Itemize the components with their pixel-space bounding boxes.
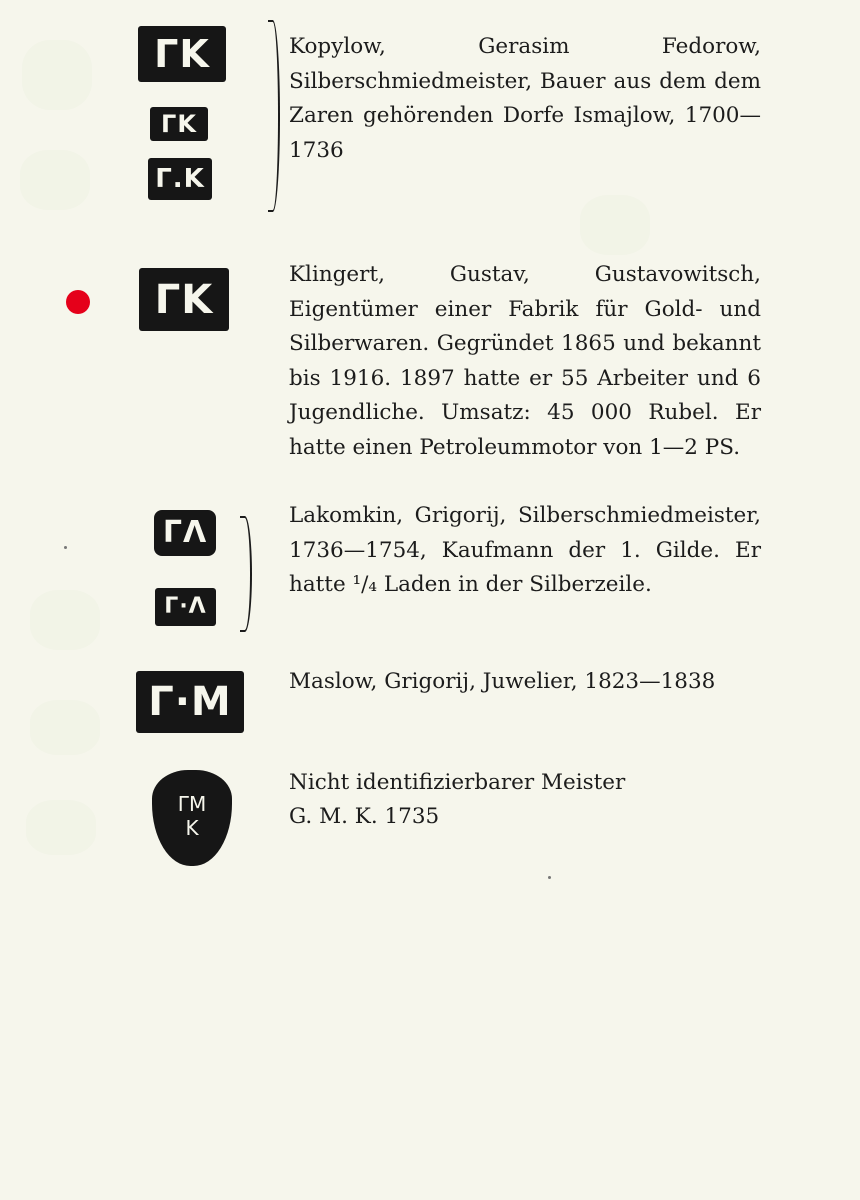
hallmark-klingert: ΓΚ [139,268,229,331]
bracket-kopylow [268,20,280,212]
show-through-ghost [30,590,100,650]
hallmark-kopylow-3: Γ.Κ [148,158,212,200]
hallmark-maslow: Γ·Μ [136,671,244,733]
show-through-ghost [580,195,650,255]
entry-gmk-line1: Nicht identifizierbarer Meister [289,770,626,795]
bracket-lakomkin [240,516,252,632]
show-through-ghost [22,40,92,110]
entry-kopylow: Kopylow, Gerasim Fedorow, Silberschmiedmeister, Bauer aus dem dem Zaren gehörenden Dorfe Ismajlow, 1700—1736 [289,34,761,163]
hallmark-lakomkin-1: ΓΛ [154,510,216,556]
entry-klingert: Klingert, Gustav, Gustavowitsch, Eigentümer einer Fabrik für Gold- und Silberwaren. Gegründet 1865 und bekannt bis 1916. 1897 hatte er 55 Arbeiter und 6 Jugendliche. Umsatz: 45 000 Rubel. Er hatte einen Petroleummotor von 1—2 PS. [289,262,761,460]
hallmark-gmk [152,770,232,866]
hallmark-kopylow-2: ΓΚ [150,107,208,141]
entry-gmk-line2: G. M. K. 1735 [289,804,440,829]
hallmark-lakomkin-2: Γ·Λ [155,588,216,626]
hallmark-kopylow-1: ΓΚ [138,26,226,82]
show-through-ghost [20,150,90,210]
entry-lakomkin: Lakomkin, Grigorij, Silberschmiedmeister, 1736—1754, Kaufmann der 1. Gilde. Er hatte ¹/₄ Laden in der Silberzeile. [289,503,761,597]
show-through-ghost [26,800,96,855]
paper-speck [64,546,67,549]
entry-maslow: Maslow, Grigorij, Juwelier, 1823—1838 [289,669,716,694]
paper-speck [548,876,551,879]
show-through-ghost [30,700,100,755]
hallmark-gmk-line2: Κ [185,816,199,840]
highlight-dot [66,290,90,314]
hallmark-gmk-line1: ΓΜ [177,792,207,816]
